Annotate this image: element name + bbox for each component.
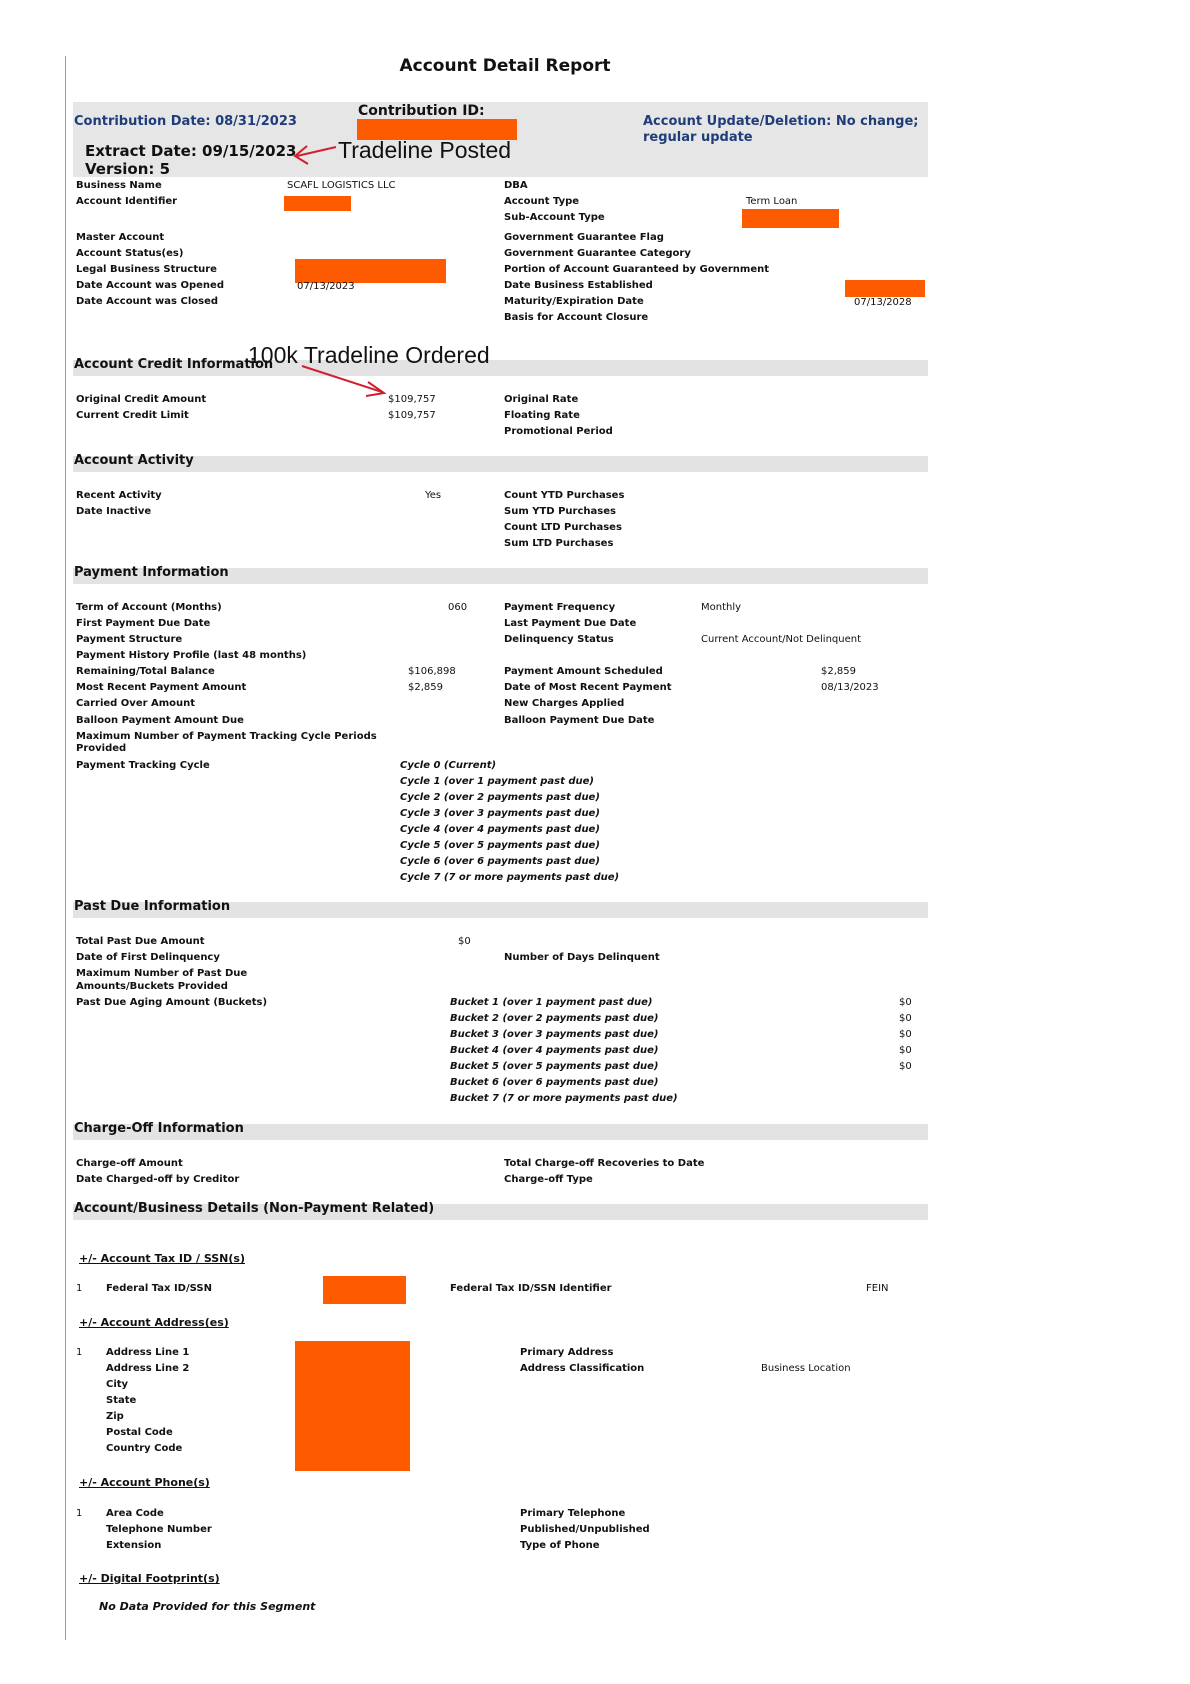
postal-code-label: Postal Code	[106, 1427, 173, 1438]
cycle-item: Cycle 2 (over 2 payments past due)	[400, 792, 600, 803]
account-type-value: Term Loan	[746, 196, 798, 207]
federal-tax-id-label: Federal Tax ID/SSN	[106, 1283, 212, 1294]
no-data-note: No Data Provided for this Segment	[99, 1600, 316, 1613]
address-section-toggle[interactable]: +/- Account Address(es)	[79, 1316, 229, 1329]
payment-structure-label: Payment Structure	[76, 634, 183, 645]
closure-basis-label: Basis for Account Closure	[504, 312, 649, 323]
cycle-item: Cycle 7 (7 or more payments past due)	[400, 872, 620, 883]
section-details-band	[73, 1201, 928, 1220]
tax-id-index: 1	[76, 1283, 83, 1294]
update-status-line2: regular update	[643, 130, 753, 145]
recent-activity-label: Recent Activity	[76, 490, 162, 501]
bucket-label: Bucket 6 (over 6 payments past due)	[450, 1077, 659, 1088]
report-title: Account Detail Report	[399, 56, 611, 76]
master-account-label: Master Account	[76, 232, 165, 243]
date-established-label: Date Business Established	[504, 280, 653, 291]
primary-telephone-label: Primary Telephone	[520, 1508, 626, 1519]
aging-amount-label: Past Due Aging Amount (Buckets)	[76, 997, 268, 1008]
telephone-number-label: Telephone Number	[106, 1524, 212, 1535]
term-value: 060	[448, 602, 468, 613]
date-closed-label: Date Account was Closed	[76, 296, 219, 307]
max-buckets-label-line2: Amounts/Buckets Provided	[76, 981, 228, 992]
legal-structure-label: Legal Business Structure	[76, 264, 217, 275]
maturity-date-value: 07/13/2028	[854, 297, 912, 308]
max-cycles-label-line2: Provided	[76, 743, 127, 754]
cycle-item: Cycle 3 (over 3 payments past due)	[400, 808, 600, 819]
section-payment-band	[73, 565, 928, 584]
charge-off-recoveries-label: Total Charge-off Recoveries to Date	[504, 1158, 705, 1169]
payment-history-label: Payment History Profile (last 48 months)	[76, 650, 307, 661]
primary-address-label: Primary Address	[520, 1347, 614, 1358]
annotation-tradeline-posted: Tradeline Posted	[338, 137, 512, 163]
section-activity-title: Account Activity	[74, 453, 194, 468]
max-buckets-label-line1: Maximum Number of Past Due	[76, 968, 248, 979]
original-credit-value: $109,757	[388, 394, 436, 405]
address-line1-label: Address Line 1	[106, 1347, 190, 1358]
update-status-line1: Account Update/Deletion: No change;	[643, 114, 919, 129]
remaining-balance-label: Remaining/Total Balance	[76, 666, 215, 677]
date-opened-value: 07/13/2023	[297, 281, 355, 292]
first-delinquency-label: Date of First Delinquency	[76, 952, 220, 963]
maturity-date-label: Maturity/Expiration Date	[504, 296, 644, 307]
redacted-date-established	[845, 280, 925, 297]
digital-footprint-section-toggle[interactable]: +/- Digital Footprint(s)	[79, 1572, 220, 1585]
extract-date: Extract Date: 09/15/2023	[85, 142, 297, 160]
promotional-period-label: Promotional Period	[504, 426, 613, 437]
max-cycles-label-line1: Maximum Number of Payment Tracking Cycle Periods	[76, 731, 377, 742]
redacted-account-identifier	[284, 196, 351, 211]
bucket-value: $0	[899, 1045, 912, 1056]
contribution-date: Contribution Date: 08/31/2023	[74, 114, 297, 129]
credit-limit-label: Current Credit Limit	[76, 410, 189, 421]
address-classification-label: Address Classification	[520, 1363, 645, 1374]
bucket-label: Bucket 5 (over 5 payments past due)	[450, 1061, 659, 1072]
payment-scheduled-value: $2,859	[821, 666, 856, 677]
section-past-due-title: Past Due Information	[74, 899, 231, 914]
business-name-label: Business Name	[76, 180, 162, 191]
zip-label: Zip	[106, 1411, 124, 1422]
bucket-value: $0	[899, 1061, 912, 1072]
phone-index: 1	[76, 1508, 83, 1519]
tax-id-identifier-label: Federal Tax ID/SSN Identifier	[450, 1283, 612, 1294]
last-payment-due-label: Last Payment Due Date	[504, 618, 637, 629]
payment-frequency-value: Monthly	[701, 602, 742, 613]
cycle-item: Cycle 1 (over 1 payment past due)	[400, 776, 594, 787]
gov-guarantee-flag-label: Government Guarantee Flag	[504, 232, 664, 243]
contribution-id-label: Contribution ID:	[358, 103, 485, 119]
redacted-legal-structure	[295, 259, 446, 283]
delinquency-status-label: Delinquency Status	[504, 634, 614, 645]
section-credit-band	[73, 357, 928, 376]
recent-payment-date-value: 08/13/2023	[821, 682, 879, 693]
annotation-tradeline-ordered: 100k Tradeline Ordered	[248, 342, 490, 368]
gov-guarantee-category-label: Government Guarantee Category	[504, 248, 691, 259]
cycle-item: Cycle 0 (Current)	[400, 760, 497, 771]
first-payment-due-label: First Payment Due Date	[76, 618, 211, 629]
recent-activity-value: Yes	[425, 490, 442, 501]
remaining-balance-value: $106,898	[408, 666, 456, 677]
tracking-cycle-label: Payment Tracking Cycle	[76, 760, 210, 771]
recent-payment-date-label: Date of Most Recent Payment	[504, 682, 672, 693]
charge-off-type-label: Charge-off Type	[504, 1174, 593, 1185]
city-label: City	[106, 1379, 129, 1390]
section-charge-off-band	[73, 1121, 928, 1140]
original-credit-label: Original Credit Amount	[76, 394, 207, 405]
date-charged-off-label: Date Charged-off by Creditor	[76, 1174, 240, 1185]
bucket-label: Bucket 7 (7 or more payments past due)	[450, 1093, 678, 1104]
section-past-due-band	[73, 899, 928, 918]
count-ytd-label: Count YTD Purchases	[504, 490, 625, 501]
redacted-address	[295, 1341, 410, 1471]
balloon-amount-label: Balloon Payment Amount Due	[76, 715, 244, 726]
address-line2-label: Address Line 2	[106, 1363, 190, 1374]
account-type-label: Account Type	[504, 196, 580, 207]
sum-ltd-label: Sum LTD Purchases	[504, 538, 614, 549]
address-classification-value: Business Location	[761, 1363, 851, 1374]
country-code-label: Country Code	[106, 1443, 183, 1454]
page-margin-rule	[65, 56, 66, 1640]
carried-over-label: Carried Over Amount	[76, 698, 196, 709]
term-label: Term of Account (Months)	[76, 602, 222, 613]
recent-payment-amount-label: Most Recent Payment Amount	[76, 682, 247, 693]
floating-rate-label: Floating Rate	[504, 410, 580, 421]
published-label: Published/Unpublished	[520, 1524, 650, 1535]
bucket-value: $0	[899, 1029, 912, 1040]
section-charge-off-title: Charge-Off Information	[74, 1121, 244, 1136]
bucket-value: $0	[899, 1013, 912, 1024]
new-charges-label: New Charges Applied	[504, 698, 625, 709]
dba-label: DBA	[504, 180, 528, 191]
bucket-label: Bucket 2 (over 2 payments past due)	[450, 1013, 659, 1024]
phone-type-label: Type of Phone	[520, 1540, 600, 1551]
bucket-label: Bucket 1 (over 1 payment past due)	[450, 997, 653, 1008]
recent-payment-amount-value: $2,859	[408, 682, 443, 693]
total-past-due-label: Total Past Due Amount	[76, 936, 205, 947]
bucket-label: Bucket 3 (over 3 payments past due)	[450, 1029, 659, 1040]
bucket-label: Bucket 4 (over 4 payments past due)	[450, 1045, 659, 1056]
delinquency-status-value: Current Account/Not Delinquent	[701, 634, 862, 645]
redacted-sub-account-type	[742, 209, 839, 228]
balloon-due-date-label: Balloon Payment Due Date	[504, 715, 655, 726]
state-label: State	[106, 1395, 137, 1406]
annotation-arrow-posted	[290, 140, 340, 170]
account-identifier-label: Account Identifier	[76, 196, 178, 207]
days-delinquent-label: Number of Days Delinquent	[504, 952, 660, 963]
count-ltd-label: Count LTD Purchases	[504, 522, 622, 533]
charge-off-amount-label: Charge-off Amount	[76, 1158, 183, 1169]
area-code-label: Area Code	[106, 1508, 164, 1519]
section-payment-title: Payment Information	[74, 565, 229, 580]
payment-scheduled-label: Payment Amount Scheduled	[504, 666, 663, 677]
credit-limit-value: $109,757	[388, 410, 436, 421]
date-opened-label: Date Account was Opened	[76, 280, 224, 291]
annotation-arrow-ordered	[300, 364, 390, 398]
payment-frequency-label: Payment Frequency	[504, 602, 616, 613]
cycle-item: Cycle 5 (over 5 payments past due)	[400, 840, 600, 851]
gov-guarantee-portion-label: Portion of Account Guaranteed by Government	[504, 264, 770, 275]
section-credit-title: Account Credit Information	[74, 357, 274, 372]
tax-id-section-toggle[interactable]: +/- Account Tax ID / SSN(s)	[79, 1252, 245, 1265]
phone-section-toggle[interactable]: +/- Account Phone(s)	[79, 1476, 210, 1489]
account-status-label: Account Status(es)	[76, 248, 184, 259]
redacted-tax-id	[323, 1276, 406, 1304]
section-activity-band	[73, 453, 928, 472]
address-index: 1	[76, 1347, 83, 1358]
total-past-due-value: $0	[458, 936, 471, 947]
section-details-title: Account/Business Details (Non-Payment Related)	[74, 1201, 435, 1216]
business-name-value: SCAFL LOGISTICS LLC	[287, 180, 396, 191]
tax-id-identifier-value: FEIN	[866, 1283, 889, 1294]
extension-label: Extension	[106, 1540, 162, 1551]
sub-account-type-label: Sub-Account Type	[504, 212, 605, 223]
date-inactive-label: Date Inactive	[76, 506, 152, 517]
cycle-item: Cycle 4 (over 4 payments past due)	[400, 824, 600, 835]
bucket-value: $0	[899, 997, 912, 1008]
original-rate-label: Original Rate	[504, 394, 579, 405]
version: Version: 5	[85, 160, 171, 178]
sum-ytd-label: Sum YTD Purchases	[504, 506, 616, 517]
cycle-item: Cycle 6 (over 6 payments past due)	[400, 856, 600, 867]
